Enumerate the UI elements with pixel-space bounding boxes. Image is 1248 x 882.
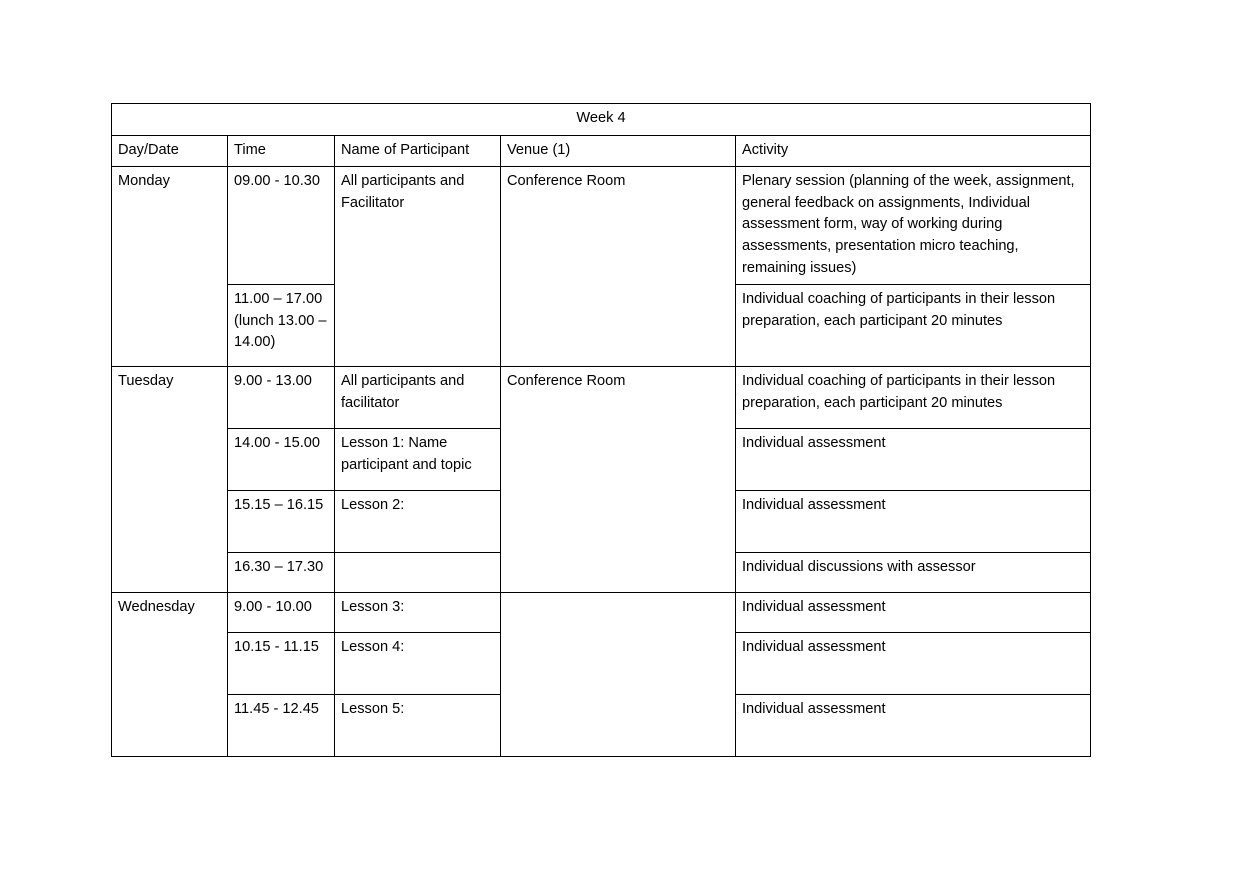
column-header-day-date: Day/Date [112, 135, 228, 167]
cell-time: 14.00 - 15.00 [228, 429, 335, 491]
cell-participant: Lesson 3: [335, 593, 501, 633]
cell-venue [501, 593, 736, 757]
cell-activity: Individual assessment [736, 633, 1091, 695]
cell-time: 10.15 - 11.15 [228, 633, 335, 695]
week-schedule-table [111, 103, 1091, 757]
column-header-venue: Venue (1) [501, 135, 736, 167]
cell-time: 9.00 - 10.00 [228, 593, 335, 633]
column-header-time: Time [228, 135, 335, 167]
schedule-table-container [111, 103, 1090, 757]
cell-day: Monday [112, 167, 228, 367]
cell-activity: Individual discussions with assessor [736, 553, 1091, 593]
cell-time: 11.00 – 17.00 (lunch 13.00 – 14.00) [228, 285, 335, 367]
cell-participant: Lesson 2: [335, 491, 501, 553]
cell-time: 16.30 – 17.30 [228, 553, 335, 593]
cell-day: Tuesday [112, 367, 228, 593]
cell-activity: Individual assessment [736, 593, 1091, 633]
cell-time: 15.15 – 16.15 [228, 491, 335, 553]
column-header-activity: Activity [736, 135, 1091, 167]
cell-activity: Individual coaching of participants in their lesson preparation, each participant 20 minutes [736, 367, 1091, 429]
column-header-name-of-participant: Name of Participant [335, 135, 501, 167]
cell-time: 9.00 - 13.00 [228, 367, 335, 429]
cell-day: Wednesday [112, 593, 228, 757]
table-row [112, 167, 1091, 285]
table-row [112, 367, 1091, 429]
cell-participant: Lesson 1: Name participant and topic [335, 429, 501, 491]
table-title: Week 4 [112, 104, 1091, 136]
cell-activity: Individual assessment [736, 695, 1091, 757]
cell-participant [335, 553, 501, 593]
cell-venue: Conference Room [501, 367, 736, 593]
cell-venue: Conference Room [501, 167, 736, 367]
cell-activity: Individual assessment [736, 491, 1091, 553]
table-header-row [112, 135, 1091, 167]
cell-activity: Individual assessment [736, 429, 1091, 491]
cell-participant: All participants and facilitator [335, 367, 501, 429]
cell-participant: Lesson 5: [335, 695, 501, 757]
cell-participant: Lesson 4: [335, 633, 501, 695]
cell-time: 11.45 - 12.45 [228, 695, 335, 757]
cell-time: 09.00 - 10.30 [228, 167, 335, 285]
table-title-row [112, 104, 1091, 136]
table-row [112, 593, 1091, 633]
cell-activity: Plenary session (planning of the week, assignment, general feedback on assignments, Individual assessment form, way of working during assessments, presentation micro teaching, remaining issues) [736, 167, 1091, 285]
cell-participant: All participants and Facilitator [335, 167, 501, 367]
cell-activity: Individual coaching of participants in their lesson preparation, each participant 20 minutes [736, 285, 1091, 367]
